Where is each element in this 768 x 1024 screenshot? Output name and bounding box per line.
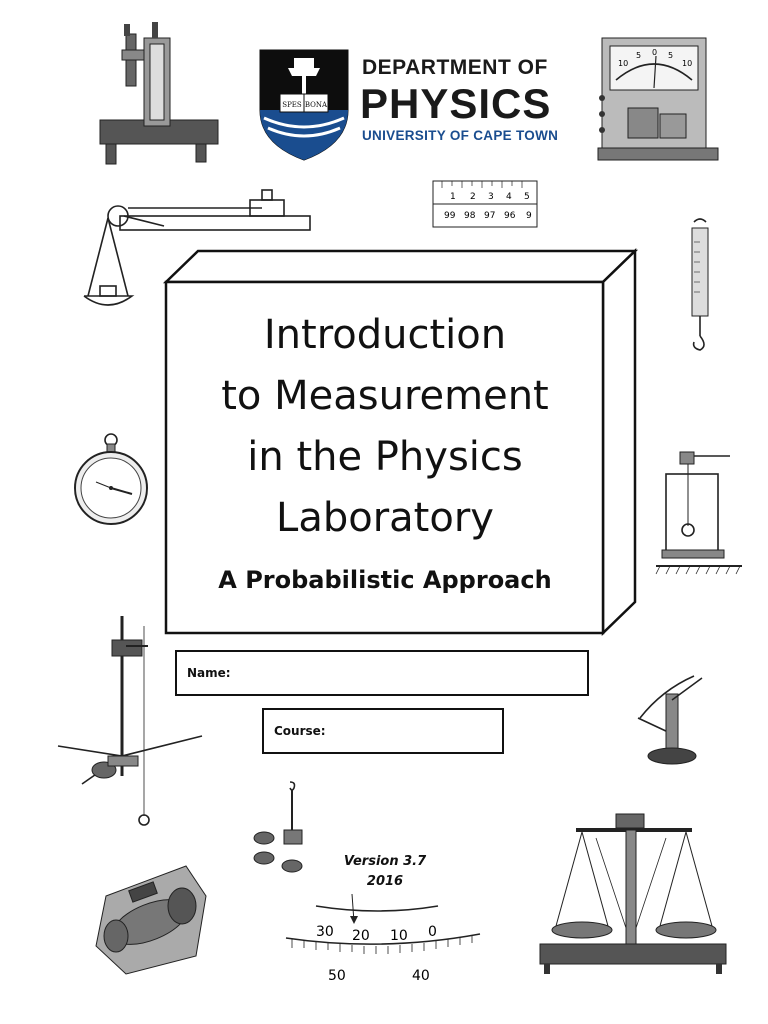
protractor-stand-illustration: [632, 670, 706, 770]
rheostat-illustration: [86, 856, 212, 976]
crest-motto-right: BONA: [304, 101, 328, 109]
scale-label-20: 20: [352, 928, 370, 944]
department-name: PHYSICS: [360, 80, 552, 127]
spring-balance-illustration: [680, 218, 720, 354]
ruler-bottom-label-4: 96: [504, 211, 516, 221]
ruler-top-label-1: 1: [450, 192, 456, 202]
title-line-4: Laboratory: [276, 495, 494, 541]
cover-title: [170, 305, 600, 549]
scale-label-0: 0: [428, 924, 437, 940]
retort-stand-pendulum-illustration: [56, 606, 206, 828]
version-info: [330, 852, 440, 892]
department-label: DEPARTMENT OF: [362, 56, 548, 79]
uct-crest-logo: [258, 48, 350, 162]
ruler-bottom-label-5: 9: [526, 211, 532, 221]
chemical-balance-illustration: [536, 808, 732, 980]
title-line-2: to Measurement: [221, 373, 549, 419]
ammeter-tick-4: 5: [668, 51, 674, 60]
scale-label-10: 10: [390, 928, 408, 944]
course-field[interactable]: [262, 708, 504, 754]
title-line-1: Introduction: [263, 312, 507, 358]
ammeter-tick-2: 5: [636, 51, 642, 60]
ammeter-tick-1: 10: [618, 59, 629, 68]
ruler-top-label-5: 5: [524, 192, 530, 202]
name-label: Name:: [187, 666, 231, 680]
title-line-3: in the Physics: [247, 434, 523, 480]
ruler-top-label-4: 4: [506, 192, 512, 202]
ammeter-tick-3: 0: [652, 48, 658, 57]
ruler-bottom-label-2: 98: [464, 211, 476, 221]
scale-label-50: 50: [328, 968, 346, 984]
travelling-microscope-illustration: [92, 20, 222, 170]
version-number: Version 3.7: [343, 854, 427, 869]
scale-label-30: 30: [316, 924, 334, 940]
crest-motto-left: SPES: [282, 101, 302, 109]
ruler-bottom-label-1: 99: [444, 211, 456, 221]
angle-scale-illustration: [282, 892, 484, 988]
ruler-top-label-3: 3: [488, 192, 494, 202]
ammeter-tick-5: 10: [682, 59, 693, 68]
pendulum-frame-illustration: [654, 450, 744, 578]
course-label: Course:: [274, 724, 326, 738]
vernier-ruler-illustration: [432, 180, 538, 230]
version-year: 2016: [366, 874, 404, 889]
university-name: UNIVERSITY OF CAPE TOWN: [362, 128, 559, 143]
ruler-top-label-2: 2: [470, 192, 476, 202]
cover-subtitle: A Probabilistic Approach: [218, 566, 552, 594]
stopwatch-illustration: [70, 430, 152, 526]
name-field[interactable]: [175, 650, 589, 696]
scale-label-40: 40: [412, 968, 430, 984]
ammeter-illustration: [598, 36, 722, 164]
slotted-masses-illustration: [248, 780, 312, 876]
ruler-bottom-label-3: 97: [484, 211, 496, 221]
